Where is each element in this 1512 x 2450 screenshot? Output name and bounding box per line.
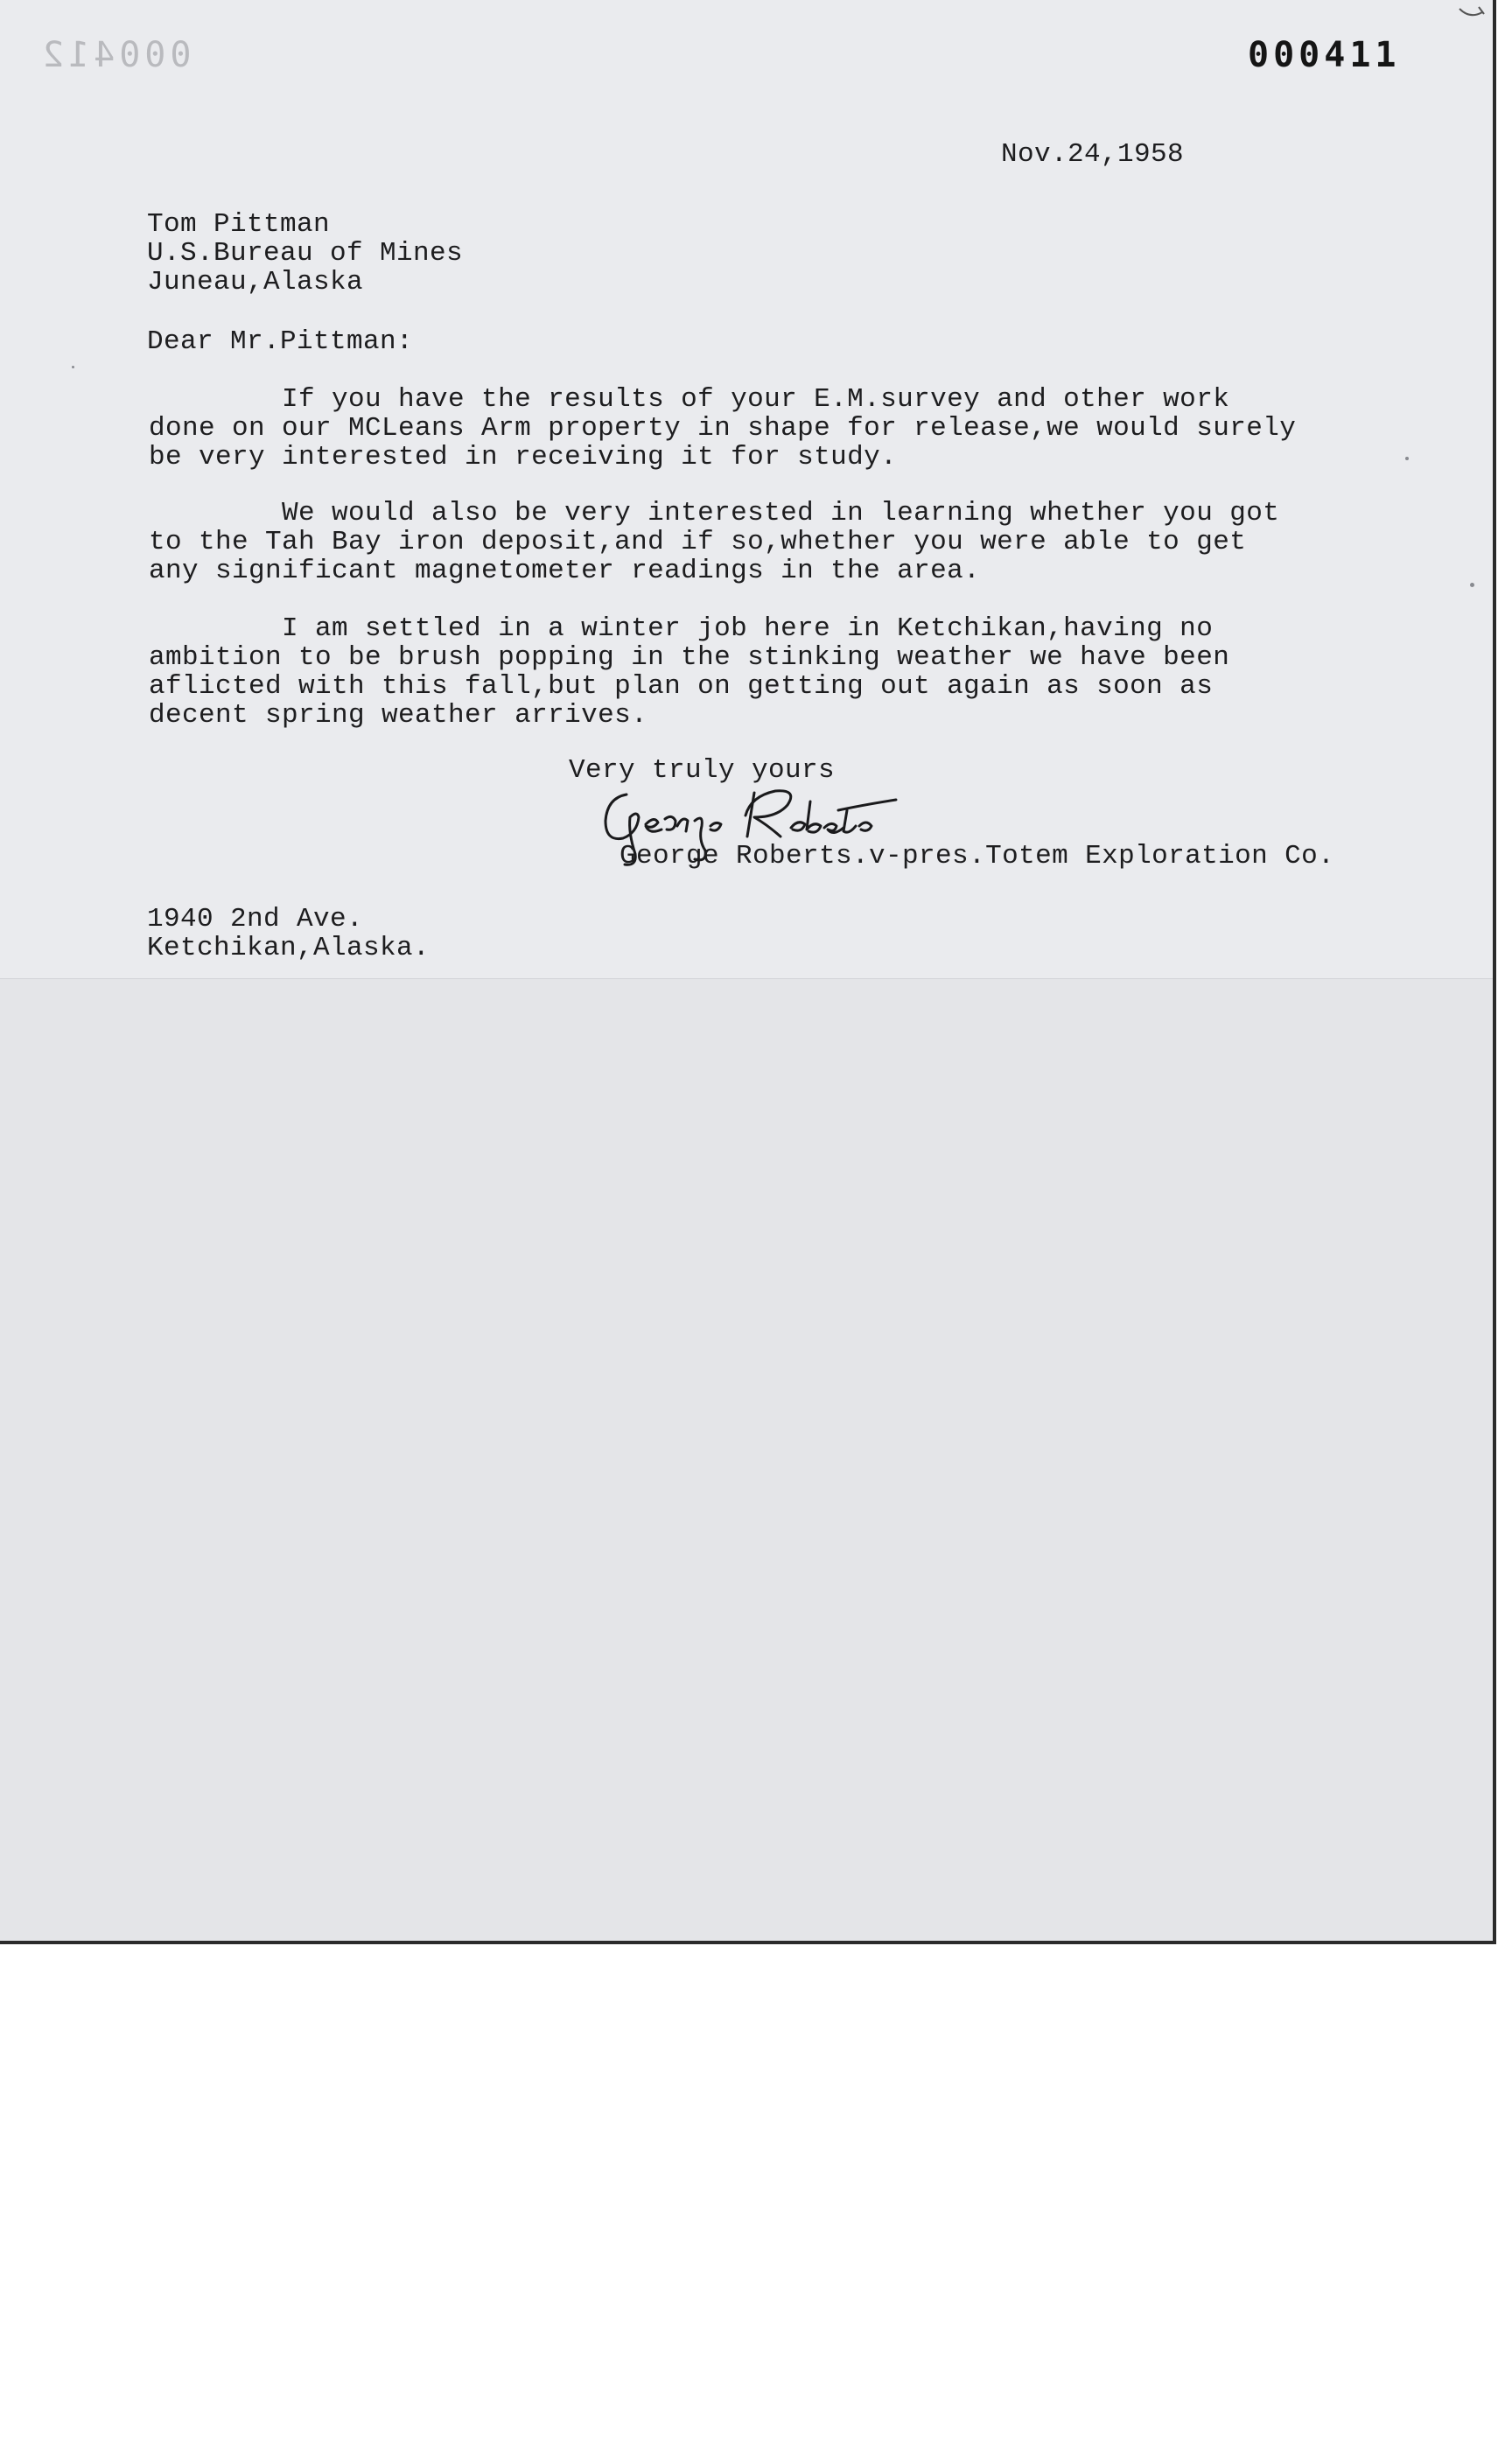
recipient-organization: U.S.Bureau of Mines	[147, 238, 464, 269]
sender-city: Ketchikan,Alaska.	[147, 933, 430, 963]
letter-date: Nov.24,1958	[1001, 139, 1185, 170]
paragraph-1-line-2: done on our MCLeans Arm property in shape for release,we would surely	[149, 413, 1297, 444]
ghost-stamp-number: 000412	[38, 35, 192, 75]
paper-speck	[1470, 583, 1474, 587]
paragraph-2-line-2: to the Tah Bay iron deposit,and if so,whether you were able to get	[149, 527, 1247, 557]
paragraph-1-line-1: If you have the results of your E.M.survey and other work	[149, 384, 1230, 415]
paragraph-3-line-2: ambition to be brush popping in the stinking weather we have been	[149, 642, 1230, 673]
recipient-location: Juneau,Alaska	[147, 267, 364, 298]
stamp-number: 000411	[1248, 35, 1401, 75]
recipient-name: Tom Pittman	[147, 209, 331, 240]
paragraph-3-line-3: aflicted with this fall,but plan on getting out again as soon as	[149, 671, 1214, 702]
paragraph-2-line-1: We would also be very interested in learning whether you got	[149, 498, 1280, 528]
paragraph-3-line-4: decent spring weather arrives.	[149, 700, 648, 731]
paragraph-2-line-3: any significant magnetometer readings in the area.	[149, 556, 981, 586]
salutation: Dear Mr.Pittman:	[147, 326, 414, 357]
corner-mark-icon	[1452, 4, 1488, 30]
paragraph-1-line-3: be very interested in receiving it for study.	[149, 442, 898, 472]
paragraph-3-line-1: I am settled in a winter job here in Ketchikan,having no	[149, 613, 1214, 644]
paper-speck	[72, 366, 74, 368]
letter-sheet	[0, 0, 1493, 979]
signer-line: George Roberts.v-pres.Totem Exploration Co.	[620, 841, 1335, 872]
paper-speck	[1405, 457, 1409, 460]
closing: Very truly yours	[569, 755, 836, 786]
sender-street: 1940 2nd Ave.	[147, 904, 364, 934]
